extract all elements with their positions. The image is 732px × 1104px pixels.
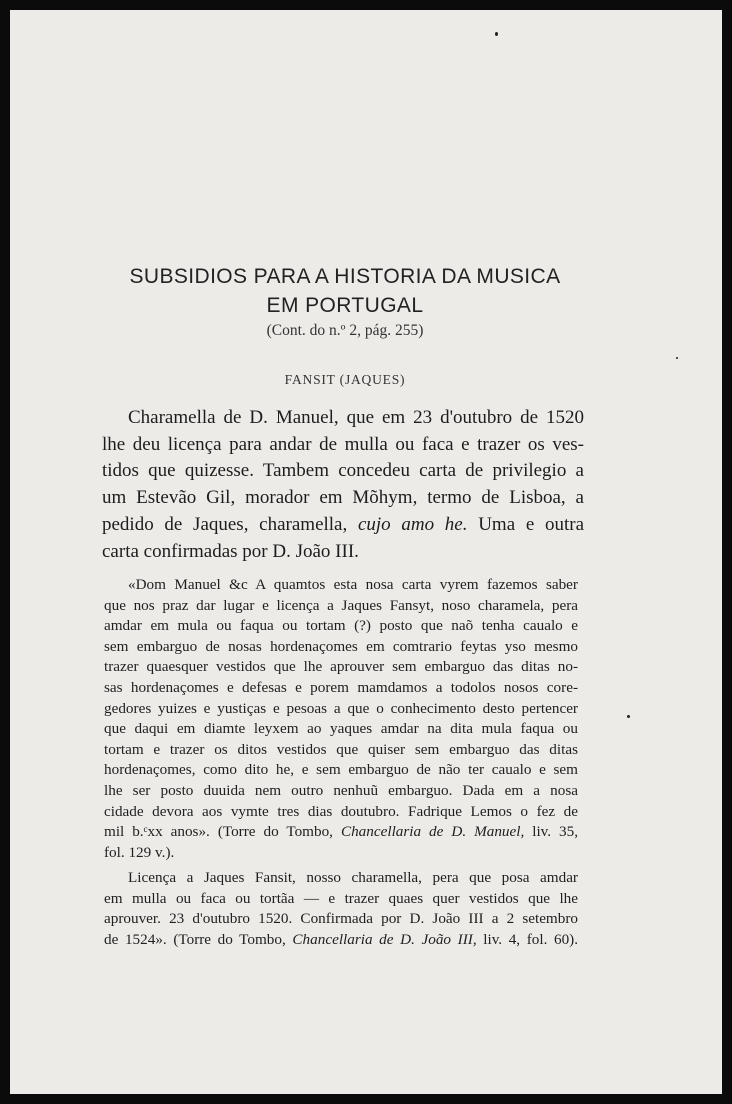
ink-speck (495, 32, 498, 36)
text-fragment: de 1524». (Torre do Tombo, (104, 930, 286, 948)
text-fragment: mil b.ᶜxx anos». (Torre do Tombo, (104, 823, 333, 841)
document-page (10, 10, 722, 1094)
text-line: em mulla ou faca ou tortãa — e trazer quaes quer vestidos que lhe (104, 889, 578, 907)
quoted-document (104, 575, 578, 863)
italic-fragment: cujo amo he. (357, 513, 468, 535)
text-line: que nos praz dar lugar e licença a Jaques Fansyt, noso charamela, pera (104, 596, 578, 614)
title-line-2: EM PORTUGAL (266, 294, 424, 317)
text-fragment: pedido de Jaques, charamella, (102, 513, 348, 535)
text-line: tortam e trazer os ditos vestidos que quiser sem embarguo das ditas (104, 740, 578, 758)
section-heading: FANSIT (JAQUES) (284, 372, 406, 387)
title-line-1: SUBSIDIOS PARA A HISTORIA DA MUSICA (129, 265, 561, 288)
text-line: cidade devora aos vymte tres dias doutubro. Fadrique Lemos o fez de (104, 802, 578, 820)
text-line: que daqui em diamte leyxem ao yaques amdar na dita mula faqua ou (104, 720, 578, 738)
text-line (104, 822, 578, 843)
license-paragraph (104, 868, 578, 950)
page-title (10, 262, 680, 320)
text-line: «Dom Manuel &c A quamtos esta nosa carta vyrem fazemos saber (128, 576, 578, 593)
intro-paragraph (102, 405, 584, 565)
text-line: fol. 129 v.). (104, 843, 175, 861)
text-fragment: liv. 4, fol. 60). (483, 930, 579, 948)
text-line: Charamella de D. Manuel, que em 23 d'outubro de 1520 (128, 407, 584, 428)
text-line (102, 512, 584, 539)
ink-speck (627, 715, 630, 718)
italic-fragment: Chancellaria de D. João III, (292, 930, 477, 948)
italic-fragment: Chancellaria de D. Manuel, (340, 823, 525, 841)
text-line: lhe deu licença para andar de mulla ou faca e trazer os ves- (102, 433, 584, 455)
text-line: Licença a Jaques Fansit, nosso charamella, pera que posa amdar (128, 869, 578, 886)
text-fragment: liv. 35, (532, 823, 579, 841)
text-line: tidos que quizesse. Tambem concedeu carta de privilegio a (102, 460, 584, 482)
text-line: hordenaçomes, como dito he, e sem embarguo de não ter caualo e sem (104, 761, 578, 779)
text-line: trazer quaesquer vestidos que lhe aprouver sem embarguo das ditas no- (104, 658, 578, 676)
text-line: aprouver. 23 d'outubro 1520. Confirmada por D. João III a 2 setembro (104, 910, 578, 928)
continuation-note: (Cont. do n.º 2, pág. 255) (266, 322, 424, 339)
text-line: um Estevão Gil, morador em Mõhym, termo de Lisboa, a (102, 487, 584, 509)
ink-speck (676, 357, 678, 359)
text-line: gedores yuizes e yustiças e pesoas a que o conhecimento desto pertencer (104, 699, 578, 717)
text-line: carta confirmadas por D. João III. (102, 540, 359, 562)
text-line: sas hordenaçomes e defesas e porem mamdamos a todolos nosos core- (104, 678, 578, 696)
text-line: sem embarguo de nosas hordenaçomes em comtrario feytas yso mesmo (104, 637, 578, 655)
text-line: amdar em mula ou faqua ou tortam (?) posto que naõ tenha caualo e (104, 617, 578, 635)
text-line: lhe ser posto duuida nem outro nenhuũ embarguo. Dada em a nosa (104, 781, 578, 799)
text-line (104, 930, 578, 951)
text-fragment: Uma e outra (478, 513, 584, 535)
